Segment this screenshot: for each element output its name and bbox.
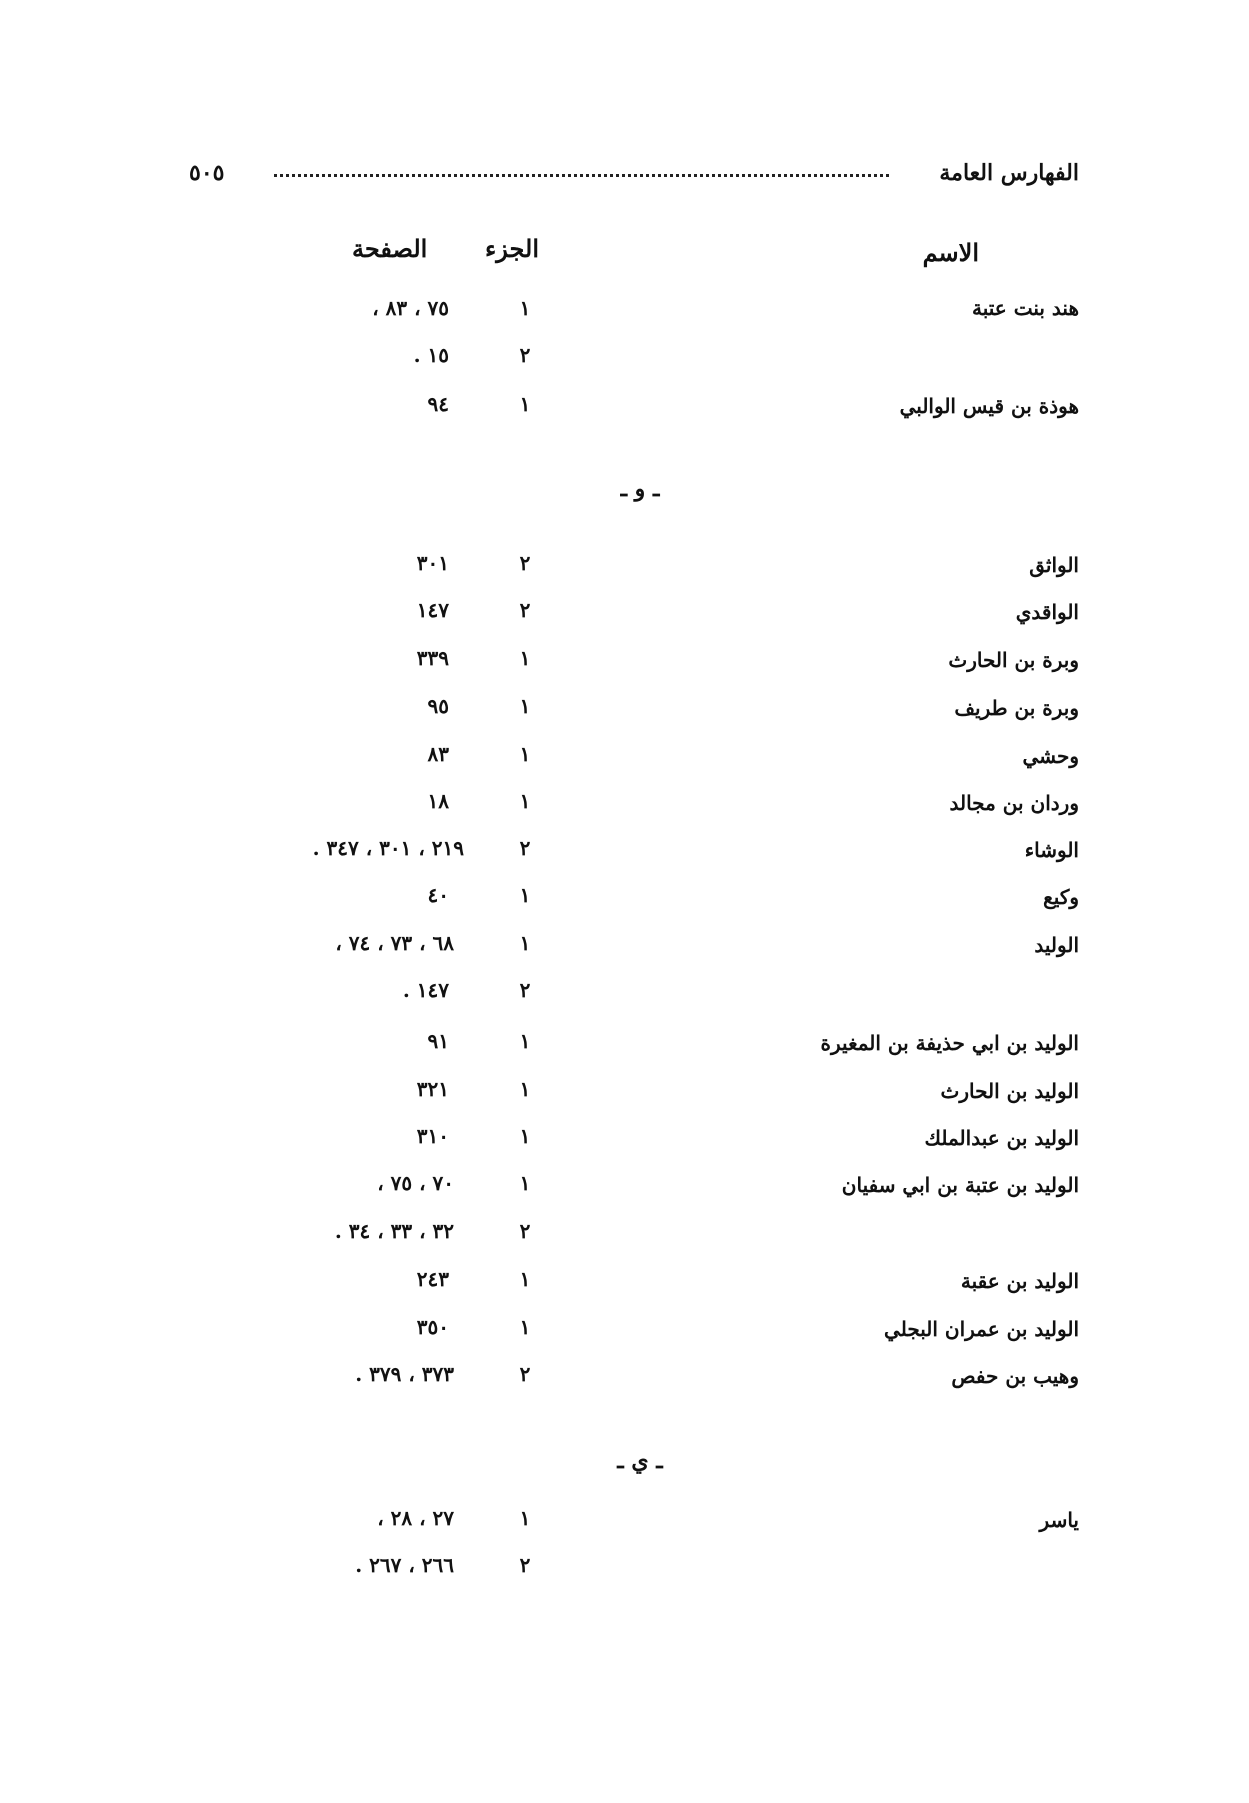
entry-name: الوليد بن الحارث <box>940 1079 1079 1103</box>
entry-pages: ٣٢ ، ٣٣ ، ٣٤ . <box>334 1219 454 1243</box>
entry-volume: ١ <box>519 931 531 955</box>
entry-pages: ٩٤ <box>427 392 449 416</box>
entry-pages: ١٤٧ <box>416 598 449 622</box>
entry-name: الوليد بن عمران البجلي <box>884 1317 1079 1341</box>
section-heading-waw: ـ و ـ <box>620 476 660 502</box>
entry-volume: ٢ <box>519 978 531 1002</box>
entry-pages: ٢٦٦ ، ٢٦٧ . <box>355 1553 454 1577</box>
entry-name: الوليد بن عتبة بن ابي سفيان <box>841 1173 1079 1197</box>
entry-pages: ٩٥ <box>427 694 449 718</box>
entry-volume: ٢ <box>519 343 531 367</box>
entry-name: هند بنت عتبة <box>972 296 1079 320</box>
entry-volume: ١ <box>519 296 531 320</box>
entry-pages: ٢٤٣ <box>416 1267 449 1291</box>
entry-volume: ١ <box>519 789 531 813</box>
entry-pages: ٣١٠ <box>416 1124 449 1148</box>
entry-volume: ١ <box>519 392 531 416</box>
page-number: ٥٠٥ <box>189 160 225 186</box>
entry-volume: ١ <box>519 646 531 670</box>
entry-name: الوليد بن عبدالملك <box>924 1126 1079 1150</box>
entry-volume: ١ <box>519 883 531 907</box>
entry-volume: ١ <box>519 1506 531 1530</box>
entry-volume: ١ <box>519 1124 531 1148</box>
running-header <box>189 160 1079 196</box>
entry-pages: ٤٠ <box>427 883 449 907</box>
entry-volume: ١ <box>519 1029 531 1053</box>
entry-pages: ١٥ . <box>413 343 449 367</box>
header-dot-leader <box>274 174 889 177</box>
entry-name: الواثق <box>1029 553 1079 577</box>
column-header-pages: الصفحة <box>352 234 428 263</box>
entry-pages: ٧٥ ، ٨٣ ، <box>372 296 449 320</box>
entry-name: الوليد بن ابي حذيفة بن المغيرة <box>820 1031 1079 1055</box>
entry-pages: ١٨ <box>427 789 449 813</box>
entry-name: وبرة بن الحارث <box>948 648 1079 672</box>
entry-pages: ٣٧٣ ، ٣٧٩ . <box>355 1362 454 1386</box>
entry-volume: ٢ <box>519 1219 531 1243</box>
entry-volume: ٢ <box>519 551 531 575</box>
entry-name: وحشي <box>1022 744 1079 768</box>
entry-pages: ٣٠١ <box>416 551 449 575</box>
entry-pages: ٣٢١ <box>416 1077 449 1101</box>
entry-name: الوليد بن عقبة <box>960 1269 1079 1293</box>
header-title: الفهارس العامة <box>939 160 1079 186</box>
entry-name: الوليد <box>1034 933 1079 957</box>
entry-name: ياسر <box>1039 1508 1079 1532</box>
entry-pages: ٩١ <box>427 1029 449 1053</box>
entry-pages: ١٤٧ . <box>402 978 449 1002</box>
entry-name: وبرة بن طريف <box>954 696 1079 720</box>
column-header-name: الاسم <box>922 238 979 267</box>
entry-name: وردان بن مجالد <box>949 791 1079 815</box>
entry-volume: ١ <box>519 742 531 766</box>
entry-pages: ٢١٩ ، ٣٠١ ، ٣٤٧ . <box>312 836 464 860</box>
entry-volume: ١ <box>519 1315 531 1339</box>
entry-name: هوذة بن قيس الوالبي <box>899 394 1079 418</box>
entry-volume: ٢ <box>519 1553 531 1577</box>
entry-pages: ٣٣٩ <box>416 646 449 670</box>
entry-name: الوشاء <box>1024 838 1079 862</box>
entry-pages: ٣٥٠ <box>416 1315 449 1339</box>
column-header-volume: الجزء <box>485 234 539 263</box>
entry-pages: ٦٨ ، ٧٣ ، ٧٤ ، <box>335 931 454 955</box>
entry-name: وهيب بن حفص <box>951 1364 1079 1388</box>
entry-pages: ٢٧ ، ٢٨ ، <box>377 1506 454 1530</box>
entry-volume: ١ <box>519 1077 531 1101</box>
entry-volume: ١ <box>519 1267 531 1291</box>
entry-volume: ٢ <box>519 1362 531 1386</box>
entry-name: الواقدي <box>1015 600 1079 624</box>
entry-volume: ١ <box>519 694 531 718</box>
entry-volume: ٢ <box>519 836 531 860</box>
entry-pages: ٧٠ ، ٧٥ ، <box>377 1171 454 1195</box>
entry-volume: ١ <box>519 1171 531 1195</box>
entry-volume: ٢ <box>519 598 531 622</box>
entry-name: وكيع <box>1043 885 1079 909</box>
section-heading-ya: ـ ي ـ <box>617 1448 663 1474</box>
entry-pages: ٨٣ <box>427 742 449 766</box>
